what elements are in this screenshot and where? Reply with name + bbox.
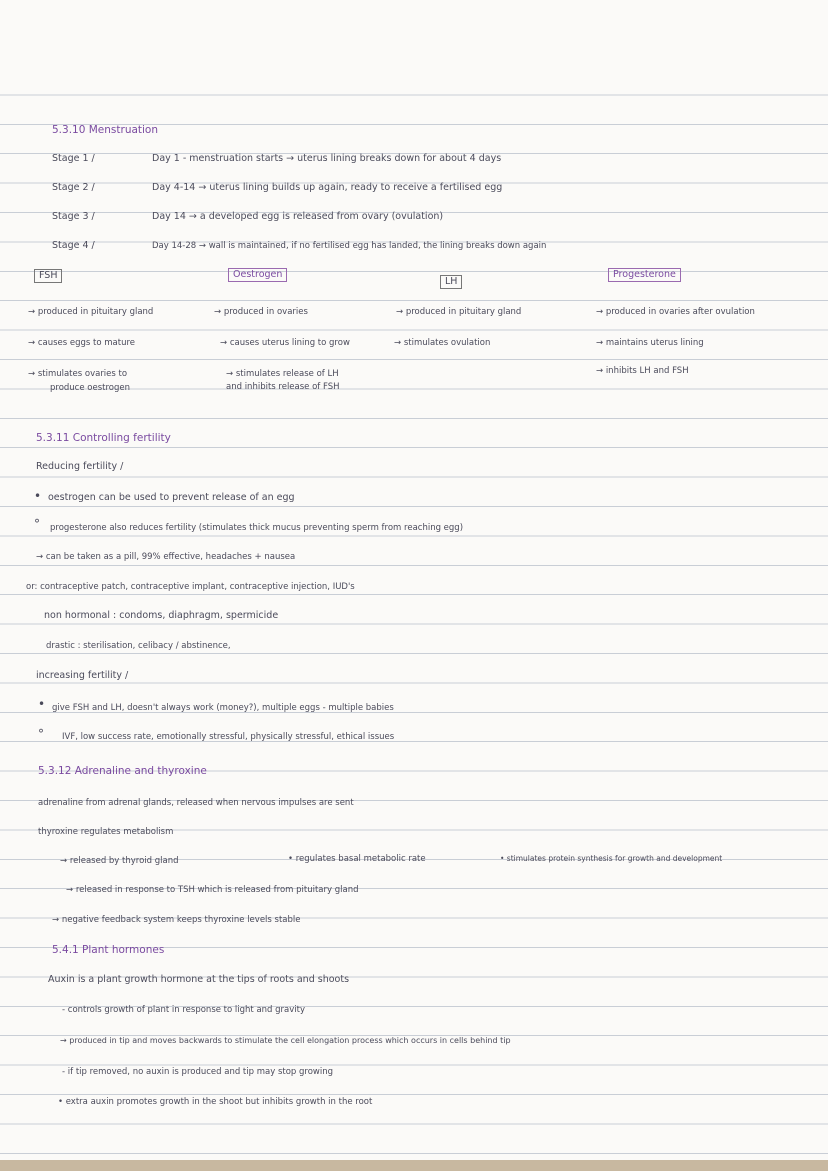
- oestrogen-line-1: → produced in ovaries: [214, 307, 308, 317]
- fsh-line-3: → stimulates ovaries to: [28, 369, 128, 379]
- fertility-line-5: non hormonal : condoms, diaphragm, spermicide: [44, 610, 279, 621]
- increasing-line-2: IVF, low success rate, emotionally stressful, physically stressful, ethical issues: [62, 732, 395, 742]
- stage-4-label: Stage 4 /: [52, 240, 95, 251]
- plants-line-3: → produced in tip and moves backwards to stimulate the cell elongation process which occurs in cells behind tip: [60, 1036, 511, 1045]
- adrenaline-line-2: thyroxine regulates metabolism: [38, 827, 174, 837]
- stage-3-desc: Day 14 → a developed egg is released from ovary (ovulation): [152, 211, 444, 222]
- plants-line-5: • extra auxin promotes growth in the shoot but inhibits growth in the root: [58, 1097, 373, 1107]
- page-bottom-edge: [0, 1160, 828, 1171]
- fsh-line-1: → produced in pituitary gland: [28, 307, 154, 317]
- adrenaline-line-7: → negative feedback system keeps thyroxine levels stable: [52, 915, 301, 925]
- stage-1-label: Stage 1 /: [52, 153, 95, 164]
- adrenaline-heading: 5.3.12 Adrenaline and thyroxine: [38, 765, 207, 777]
- stage-2-desc: Day 4-14 → uterus lining builds up again, ready to receive a fertilised egg: [152, 182, 503, 193]
- bullet: •: [38, 697, 46, 711]
- adrenaline-line-6: → released in response to TSH which is released from pituitary gland: [66, 885, 359, 895]
- plants-heading: 5.4.1 Plant hormones: [52, 944, 165, 956]
- lh-line-1: → produced in pituitary gland: [396, 307, 522, 317]
- plants-line-2: - controls growth of plant in response to light and gravity: [62, 1005, 306, 1015]
- progesterone-header: Progesterone: [608, 268, 681, 282]
- oestrogen-line-4: and inhibits release of FSH: [226, 382, 340, 392]
- fertility-line-4: or: contraceptive patch, contraceptive implant, contraceptive injection, IUD's: [26, 582, 355, 592]
- adrenaline-line-5: • stimulates protein synthesis for growth and development: [500, 854, 723, 863]
- bullet: °: [38, 727, 44, 741]
- stage-4-desc: Day 14-28 → wall is maintained, if no fertilised egg has landed, the lining breaks down again: [152, 241, 547, 251]
- fsh-header: FSH: [34, 269, 62, 283]
- fertility-line-2: progesterone also reduces fertility (stimulates thick mucus preventing sperm from reaching egg): [50, 523, 464, 533]
- adrenaline-line-1: adrenaline from adrenal glands, released when nervous impulses are sent: [38, 798, 354, 808]
- plants-line-4: - if tip removed, no auxin is produced and tip may stop growing: [62, 1067, 334, 1077]
- adrenaline-line-4: • regulates basal metabolic rate: [288, 854, 426, 864]
- progesterone-line-3: → inhibits LH and FSH: [596, 366, 689, 376]
- progesterone-line-1: → produced in ovaries after ovulation: [596, 307, 755, 317]
- bullet: °: [34, 517, 40, 531]
- lh-line-2: → stimulates ovulation: [394, 338, 491, 348]
- stage-2-label: Stage 2 /: [52, 182, 95, 193]
- bullet: •: [34, 489, 42, 503]
- fsh-line-4: produce oestrogen: [50, 383, 131, 393]
- lh-header: LH: [440, 275, 462, 289]
- increasing-label: increasing fertility /: [36, 670, 129, 681]
- oestrogen-header: Oestrogen: [228, 268, 287, 282]
- menstruation-heading: 5.3.10 Menstruation: [52, 124, 159, 136]
- fertility-line-6: drastic : sterilisation, celibacy / abstinence,: [46, 641, 231, 651]
- plants-line-1: Auxin is a plant growth hormone at the tips of roots and shoots: [48, 974, 350, 985]
- increasing-line-1: give FSH and LH, doesn't always work (money?), multiple eggs - multiple babies: [52, 703, 394, 713]
- fertility-line-1: oestrogen can be used to prevent release of an egg: [48, 492, 295, 503]
- oestrogen-line-3: → stimulates release of LH: [226, 369, 339, 379]
- fertility-line-3: → can be taken as a pill, 99% effective, headaches + nausea: [36, 552, 296, 562]
- stage-3-label: Stage 3 /: [52, 211, 95, 222]
- progesterone-line-2: → maintains uterus lining: [596, 338, 704, 348]
- oestrogen-line-2: → causes uterus lining to grow: [220, 338, 350, 348]
- stage-1-desc: Day 1 - menstruation starts → uterus lining breaks down for about 4 days: [152, 153, 502, 164]
- fertility-heading: 5.3.11 Controlling fertility: [36, 432, 171, 444]
- reducing-label: Reducing fertility /: [36, 461, 124, 472]
- adrenaline-line-3: → released by thyroid gland: [60, 856, 179, 866]
- fsh-line-2: → causes eggs to mature: [28, 338, 136, 348]
